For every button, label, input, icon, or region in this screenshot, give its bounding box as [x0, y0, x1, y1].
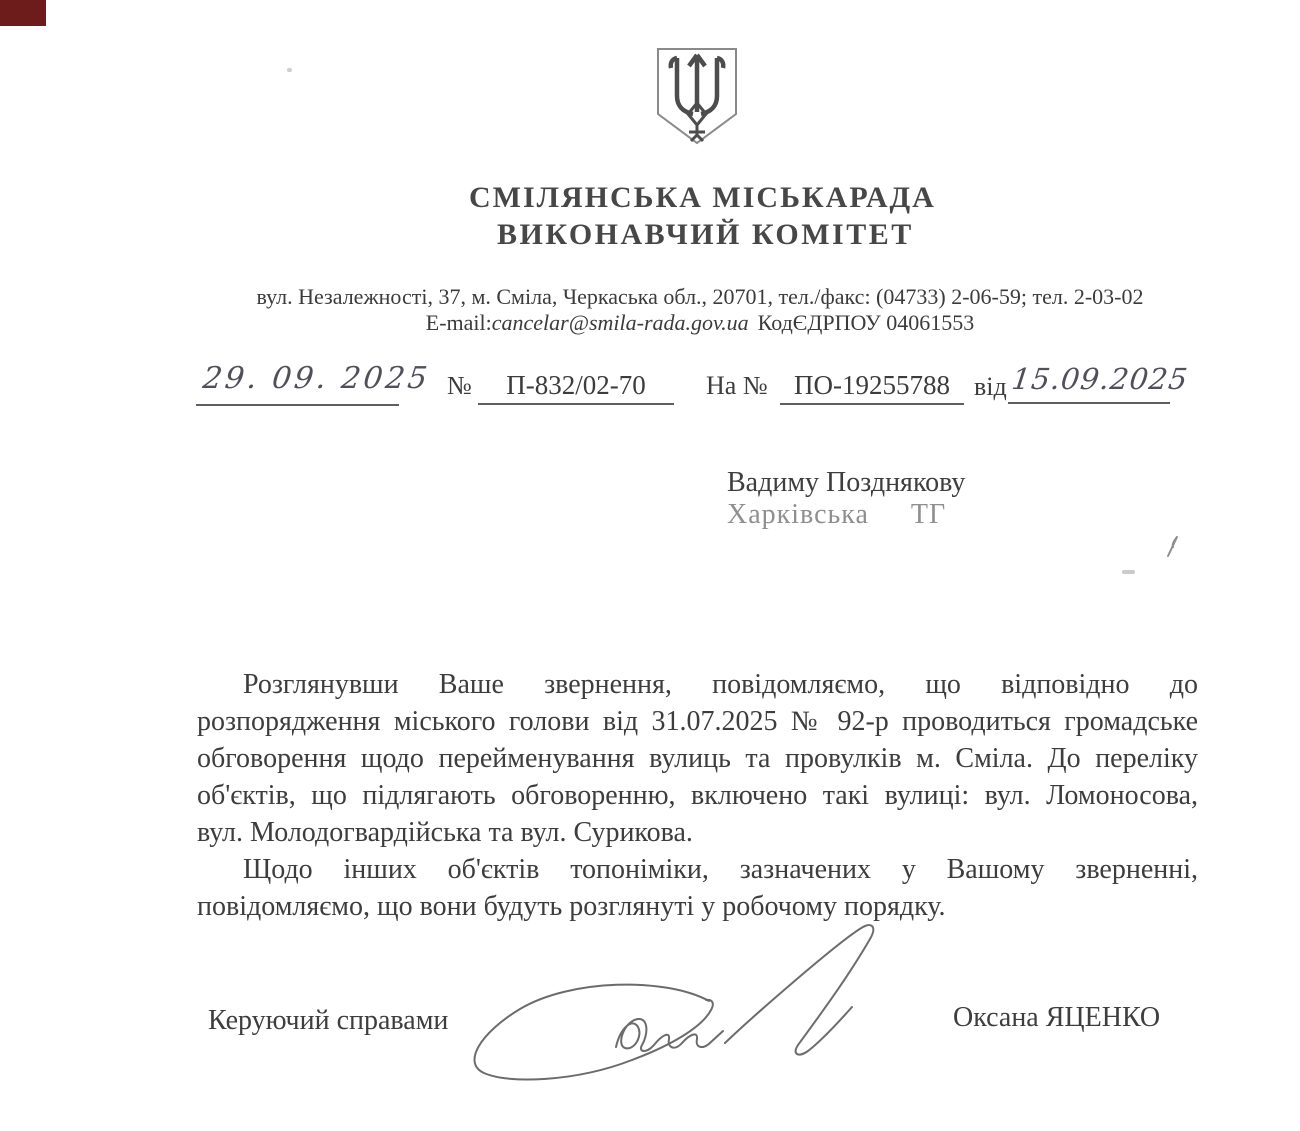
body-line: Щодо інших об'єктів топоніміки, зазначених у Вашому зверненні, [243, 854, 1198, 885]
edrpou-code: КодЄДРПОУ 04061553 [757, 310, 975, 335]
body-line: об'єктів, що підлягають обговоренню, включено такі вулиці: вул. Ломоносова, [197, 780, 1198, 811]
incoming-date-handwritten: 15.09.2025 [1009, 362, 1191, 396]
signer-name: Оксана ЯЦЕНКО [953, 1002, 1161, 1033]
organization-name: СМІЛЯНСЬКА МІСЬКАРАДА [469, 181, 936, 214]
signer-position-title: Керуючий справами [208, 1005, 449, 1036]
body-line: Розглянувши Ваше звернення, повідомляємо, що відповідно до [243, 669, 1198, 700]
letter-body [197, 666, 1198, 925]
incoming-number-underline [780, 403, 964, 405]
recipient-name: Вадиму Позднякову [727, 467, 966, 498]
email-label: E-mail: [425, 310, 492, 335]
outgoing-date-handwritten: 29. 09. 2025 [200, 361, 432, 396]
body-line: вул. Молодогвардійська та вул. Сурикова. [197, 817, 693, 848]
scan-speck-artifact [287, 68, 292, 72]
handwritten-signature [420, 915, 900, 1105]
outgoing-number-underline [478, 403, 674, 405]
outgoing-number: П-832/02-70 [506, 370, 646, 400]
letterhead-email-line [100, 310, 1300, 336]
organization-unit: ВИКОНАВЧИЙ КОМІТЕТ [497, 218, 914, 251]
outgoing-date-underline [196, 404, 399, 406]
ukraine-trident-icon [649, 44, 745, 148]
incoming-number: ПО-19255788 [794, 370, 950, 400]
scan-corner-artifact [0, 0, 46, 26]
reply-to-number-label: На № [706, 371, 768, 400]
scan-tick-artifact [1164, 532, 1182, 558]
body-line: обговорення щодо перейменування вулиць та провулків м. Сміла. До переліку [197, 743, 1198, 774]
recipient-line2-erased: Харківська ТГ [727, 499, 947, 530]
scan-dash-artifact [1122, 570, 1135, 574]
incoming-date-underline [1008, 402, 1170, 404]
email-address: cancelar@smila-rada.gov.ua [491, 310, 749, 335]
body-line: розпорядження міського голови від 31.07.2025 № 92-р проводиться громадське [197, 706, 1198, 737]
number-label: № [447, 371, 472, 400]
letterhead-address: вул. Незалежності, 37, м. Сміла, Черкаська обл., 20701, тел./факс: (04733) 2-06-59; тел. 2-03-02 [256, 284, 1144, 309]
from-date-label: від [974, 372, 1007, 401]
body-line: повідомляємо, що вони будуть розглянуті у робочому порядку. [197, 891, 946, 922]
